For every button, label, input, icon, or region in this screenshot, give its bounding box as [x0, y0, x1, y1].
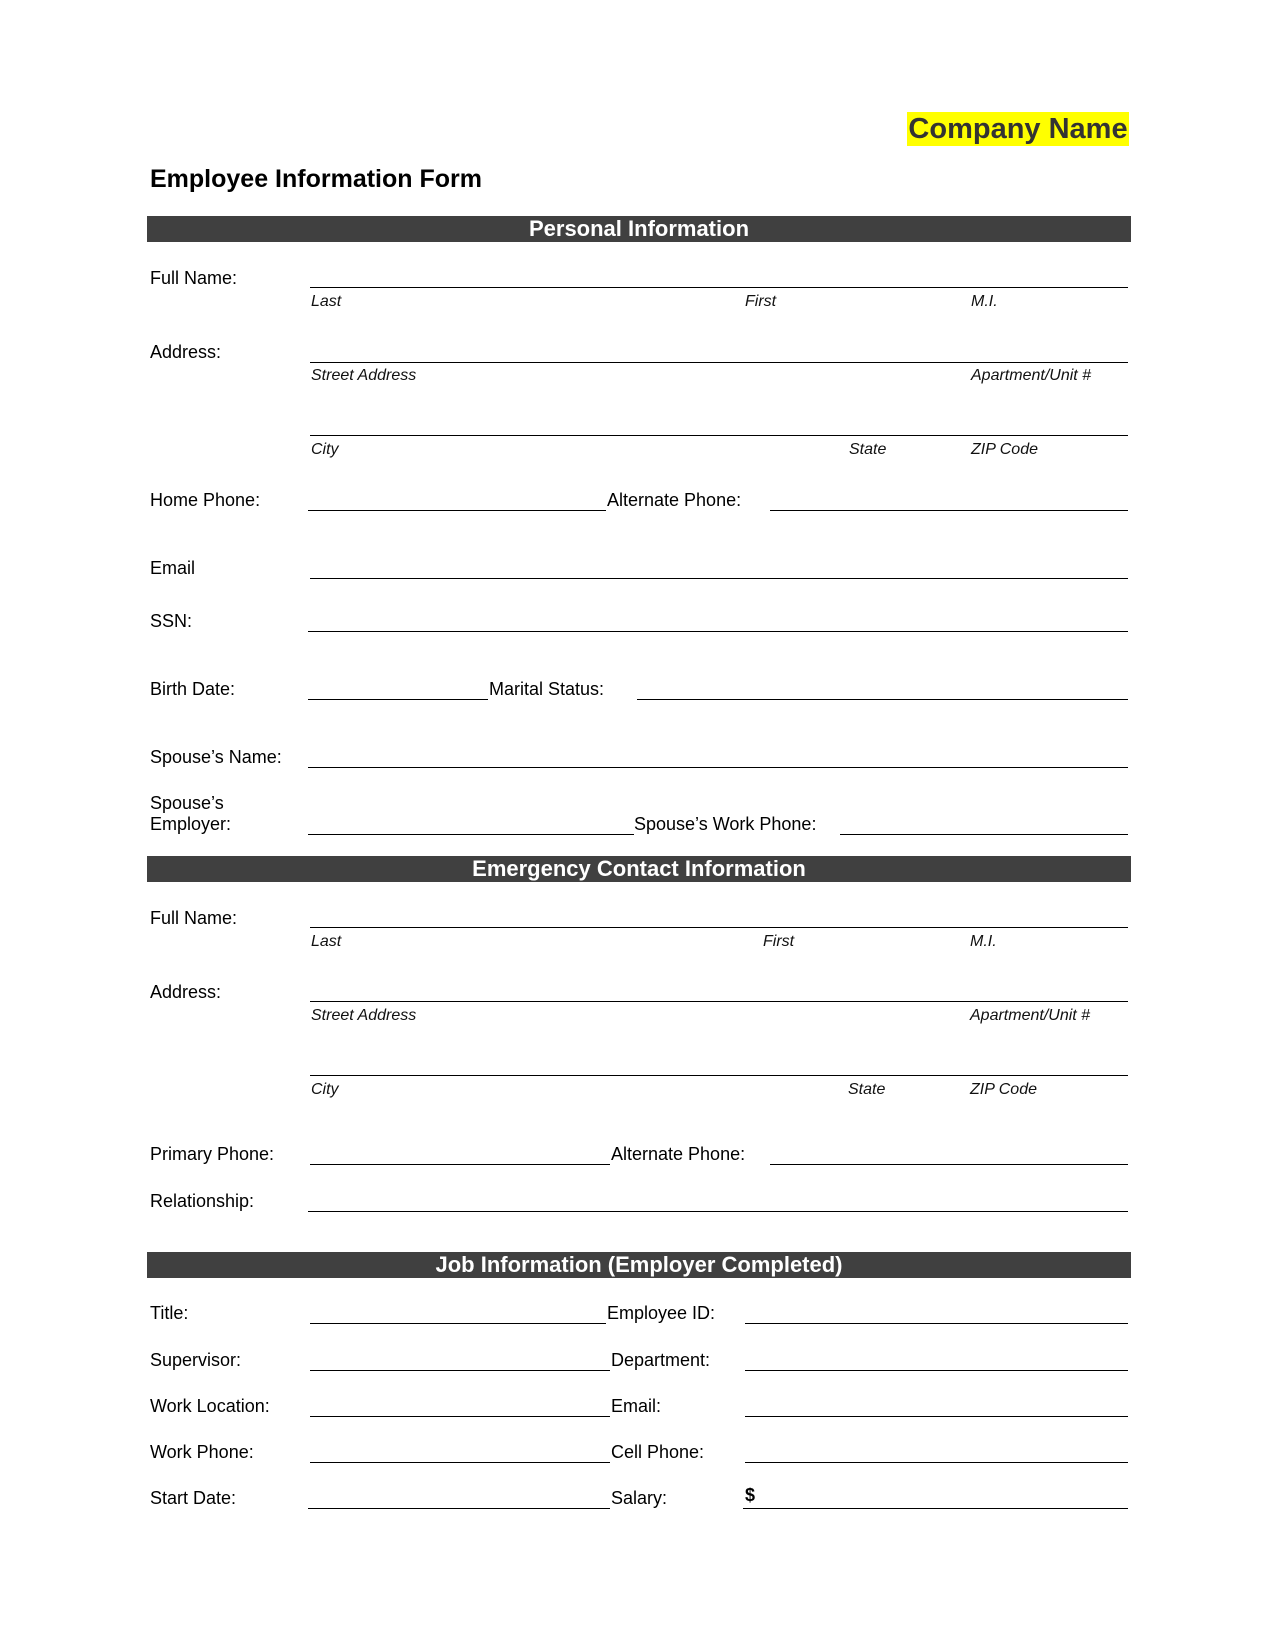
section-header-job: Job Information (Employer Completed) — [147, 1252, 1131, 1278]
cell-phone-field[interactable] — [745, 1462, 1128, 1463]
alternate-phone-field[interactable] — [770, 510, 1128, 511]
start-date-field[interactable] — [308, 1508, 610, 1509]
ssn-field[interactable] — [308, 631, 1128, 632]
street-sublabel: Street Address — [311, 367, 417, 384]
ec-city-sublabel: City — [311, 1081, 339, 1098]
job-email-field[interactable] — [745, 1416, 1128, 1417]
job-email-label: Email: — [611, 1396, 662, 1416]
ec-street-sublabel: Street Address — [311, 1007, 417, 1024]
full-name-field[interactable] — [310, 287, 1128, 288]
form-title: Employee Information Form — [150, 165, 482, 193]
supervisor-field[interactable] — [310, 1370, 610, 1371]
city-state-zip-field[interactable] — [310, 435, 1128, 436]
ec-last-sublabel: Last — [311, 933, 342, 950]
ec-relationship-field[interactable] — [308, 1211, 1128, 1212]
dollar-sign: $ — [745, 1485, 756, 1505]
ec-state-sublabel: State — [848, 1081, 886, 1098]
email-field[interactable] — [310, 578, 1128, 579]
ec-first-sublabel: First — [763, 933, 795, 950]
email-label: Email — [150, 558, 196, 578]
work-phone-field[interactable] — [310, 1462, 610, 1463]
ec-relationship-label: Relationship: — [150, 1191, 255, 1211]
ec-mi-sublabel: M.I. — [970, 933, 997, 950]
spouse-employer-label-1: Spouse’s — [150, 793, 224, 813]
company-name: Company Name — [908, 113, 1128, 145]
zip-sublabel: ZIP Code — [971, 441, 1038, 458]
employee-id-label: Employee ID: — [607, 1303, 716, 1323]
ec-primary-phone-field[interactable] — [310, 1164, 610, 1165]
first-sublabel: First — [745, 293, 777, 310]
marital-status-field[interactable] — [637, 699, 1128, 700]
ssn-label: SSN: — [150, 611, 193, 631]
department-field[interactable] — [745, 1370, 1128, 1371]
employee-id-field[interactable] — [745, 1323, 1128, 1324]
last-sublabel: Last — [311, 293, 342, 310]
work-location-label: Work Location: — [150, 1396, 270, 1416]
ec-full-name-label: Full Name: — [150, 908, 238, 928]
spouse-name-field[interactable] — [308, 767, 1128, 768]
full-name-label: Full Name: — [150, 268, 238, 288]
ec-full-name-field[interactable] — [310, 927, 1128, 928]
ec-primary-phone-label: Primary Phone: — [150, 1144, 275, 1164]
work-location-field[interactable] — [310, 1416, 610, 1417]
job-title-field[interactable] — [310, 1323, 606, 1324]
spouse-work-phone-label: Spouse’s Work Phone: — [634, 814, 817, 834]
salary-field[interactable] — [743, 1508, 1128, 1509]
supervisor-label: Supervisor: — [150, 1350, 242, 1370]
spouse-employer-label-2: Employer: — [150, 814, 232, 834]
spouse-name-label: Spouse’s Name: — [150, 747, 282, 767]
ec-apt-sublabel: Apartment/Unit # — [970, 1007, 1091, 1024]
address-label: Address: — [150, 342, 222, 362]
street-address-field[interactable] — [310, 362, 1128, 363]
department-label: Department: — [611, 1350, 711, 1370]
birth-date-label: Birth Date: — [150, 679, 236, 699]
birth-date-field[interactable] — [308, 699, 488, 700]
city-sublabel: City — [311, 441, 339, 458]
spouse-employer-field[interactable] — [308, 834, 634, 835]
home-phone-label: Home Phone: — [150, 490, 261, 510]
ec-zip-sublabel: ZIP Code — [970, 1081, 1037, 1098]
marital-status-label: Marital Status: — [489, 679, 605, 699]
salary-label: Salary: — [611, 1488, 668, 1508]
section-header-personal: Personal Information — [147, 216, 1131, 242]
start-date-label: Start Date: — [150, 1488, 237, 1508]
home-phone-field[interactable] — [308, 510, 606, 511]
ec-address-label: Address: — [150, 982, 222, 1002]
cell-phone-label: Cell Phone: — [611, 1442, 705, 1462]
apt-sublabel: Apartment/Unit # — [971, 367, 1092, 384]
ec-alternate-phone-field[interactable] — [770, 1164, 1128, 1165]
alternate-phone-label: Alternate Phone: — [607, 490, 742, 510]
job-title-label: Title: — [150, 1303, 189, 1323]
ec-alternate-phone-label: Alternate Phone: — [611, 1144, 746, 1164]
mi-sublabel: M.I. — [971, 293, 998, 310]
ec-city-state-zip-field[interactable] — [310, 1075, 1128, 1076]
ec-street-address-field[interactable] — [310, 1001, 1128, 1002]
section-header-emergency: Emergency Contact Information — [147, 856, 1131, 882]
spouse-work-phone-field[interactable] — [840, 834, 1128, 835]
work-phone-label: Work Phone: — [150, 1442, 254, 1462]
state-sublabel: State — [849, 441, 887, 458]
